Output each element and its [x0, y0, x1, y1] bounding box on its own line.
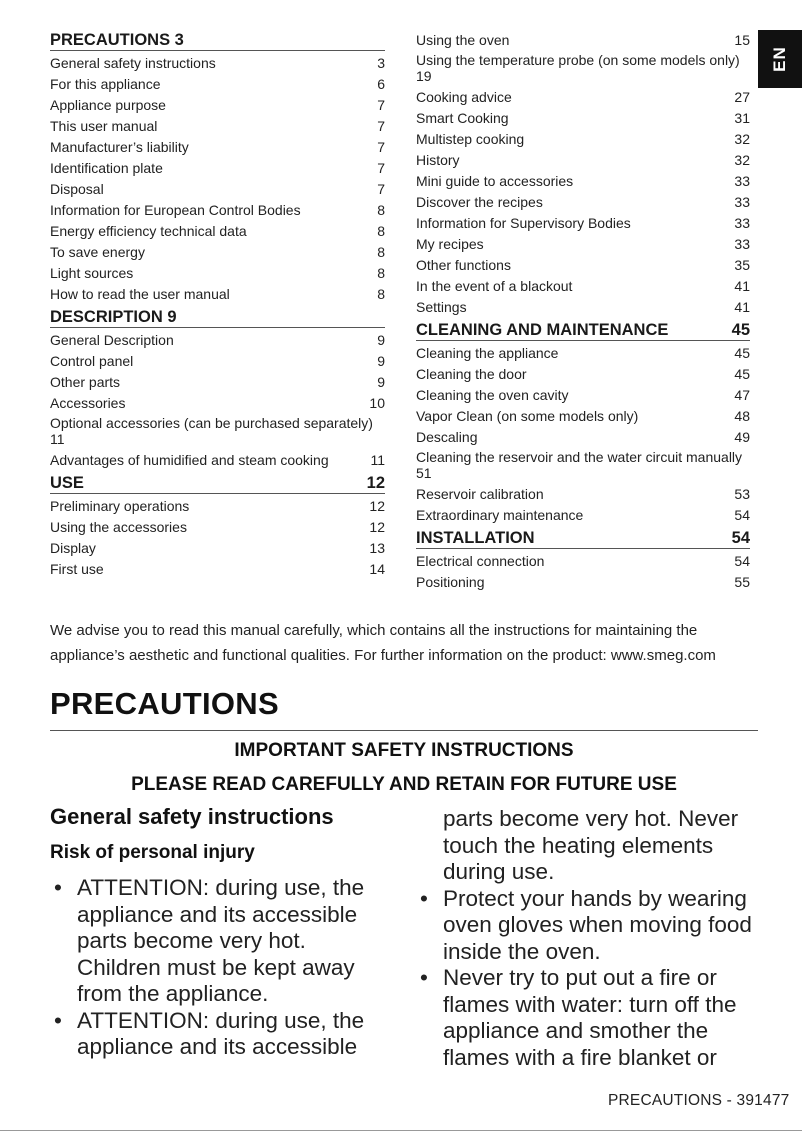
toc-entry-label: USE	[50, 474, 84, 492]
bullet-line: during use.	[443, 859, 555, 884]
toc-entry-label: Other functions	[416, 257, 511, 273]
bullet-icon: •	[420, 885, 428, 911]
toc-entry-page: 31	[734, 110, 750, 126]
toc-entry-page: 41	[734, 278, 750, 294]
toc-entry	[416, 108, 750, 129]
toc-entry-label: Cleaning the oven cavity	[416, 387, 569, 403]
bullet-item	[50, 875, 370, 1008]
toc-entry-page: 48	[734, 408, 750, 424]
toc-entry	[416, 30, 750, 51]
toc-entry-page: 14	[369, 561, 385, 577]
toc-entry-page: 8	[377, 244, 385, 260]
toc-entry-label: Information for European Control Bodies	[50, 202, 301, 218]
toc-entry-label: Using the oven	[416, 32, 510, 48]
toc-entry-label: Extraordinary maintenance	[416, 507, 584, 523]
toc-entry-page: 9	[377, 332, 385, 348]
toc-entry	[416, 551, 750, 572]
toc-entry	[50, 284, 385, 305]
toc-entry-label: DESCRIPTION 9	[50, 308, 177, 326]
toc-entry-label: How to read the user manual	[50, 286, 230, 302]
toc-section-heading	[416, 320, 750, 341]
toc-entry-label: Descaling	[416, 429, 478, 445]
toc-entry	[416, 150, 750, 171]
toc-entry	[416, 343, 750, 364]
body-column-right	[416, 806, 766, 1071]
toc-entry-page: 10	[369, 395, 385, 411]
toc-entry	[50, 95, 385, 116]
toc-entry-page: 9	[377, 353, 385, 369]
toc-entry	[416, 213, 750, 234]
bullet-line: Children must be kept away	[77, 954, 355, 980]
toc-entry	[50, 517, 385, 538]
toc-entry-page: 3	[377, 55, 385, 71]
toc-entry	[50, 53, 385, 74]
toc-entry-label: Electrical connection	[416, 553, 545, 569]
toc-entry	[416, 364, 750, 385]
toc-entry	[50, 450, 385, 471]
toc-entry-page: 13	[369, 540, 385, 556]
toc-entry-page: 54	[731, 529, 750, 547]
toc-entry-label: Mini guide to accessories	[416, 173, 574, 189]
toc-entry-label: Display	[50, 540, 96, 556]
toc-entry-label: Cleaning the door	[416, 366, 527, 382]
bullet-line: appliance and its accessible	[77, 1034, 358, 1059]
toc-entry-label: Cleaning the reservoir and the water circuit manually	[416, 449, 743, 465]
bullet-line: appliance and its accessible	[77, 901, 358, 927]
bullet-line: flames with a fire blanket or	[443, 1044, 717, 1070]
toc-entry	[416, 87, 750, 108]
toc-entry	[50, 200, 385, 221]
toc-entry	[50, 559, 385, 580]
toc-entry	[416, 51, 750, 87]
toc-entry-page: 12	[369, 498, 385, 514]
toc-entry-page: 8	[377, 265, 385, 281]
toc-entry-label: Appliance purpose	[50, 97, 166, 113]
toc-entry	[416, 276, 750, 297]
toc-section-heading	[416, 528, 750, 549]
toc-entry	[50, 74, 385, 95]
toc-entry	[50, 330, 385, 351]
toc-entry	[50, 372, 385, 393]
toc-entry-page: 33	[734, 215, 750, 231]
bullet-item	[416, 965, 766, 1071]
toc-entry-label: For this appliance	[50, 76, 161, 92]
toc-entry-page: 7	[377, 139, 385, 155]
toc-entry-label: Energy efficiency technical data	[50, 223, 247, 239]
toc-entry	[50, 116, 385, 137]
risk-heading: Risk of personal injury	[50, 842, 255, 863]
toc-entry-page: 33	[734, 194, 750, 210]
bullet-item	[50, 1008, 370, 1061]
toc-entry	[416, 255, 750, 276]
bullet-line: from the appliance.	[77, 981, 269, 1006]
toc-entry-page: 45	[734, 366, 750, 382]
read-carefully-heading: PLEASE READ CAREFULLY AND RETAIN FOR FUTURE USE	[131, 774, 677, 795]
bullet-line: inside the oven.	[443, 938, 601, 964]
language-tab	[758, 30, 802, 88]
toc-entry	[50, 158, 385, 179]
toc-entry	[416, 406, 750, 427]
bullet-line: Protect your hands by wearing	[443, 885, 747, 911]
toc-column-left	[50, 30, 385, 580]
page-title: PRECAUTIONS	[50, 686, 279, 721]
toc-entry-page: 55	[734, 574, 750, 590]
toc-entry-label: Manufacturer’s liability	[50, 139, 189, 155]
toc-entry	[416, 234, 750, 255]
toc-entry	[50, 538, 385, 559]
toc-entry-label: Light sources	[50, 265, 134, 281]
toc-entry-label: Control panel	[50, 353, 134, 369]
important-safety-heading: IMPORTANT SAFETY INSTRUCTIONS	[234, 740, 574, 761]
toc-entry	[416, 505, 750, 526]
toc-entry-label: Other parts	[50, 374, 121, 390]
bullet-line: Never try to put out a fire or	[443, 965, 717, 990]
toc-entry-page: 7	[377, 97, 385, 113]
toc-entry-page: 8	[377, 223, 385, 239]
toc-entry-label: Smart Cooking	[416, 110, 509, 126]
toc-entry	[50, 137, 385, 158]
toc-entry-label: Disposal	[50, 181, 104, 197]
bullet-line: ATTENTION: during use, the	[77, 875, 365, 900]
page-footer: PRECAUTIONS - 391477	[608, 1092, 790, 1109]
toc-entry-label: In the event of a blackout	[416, 278, 573, 294]
footer-divider	[0, 1130, 802, 1131]
toc-entry-label: Cooking advice	[416, 89, 512, 105]
toc-entry-page: 45	[731, 321, 750, 339]
toc-section-heading	[50, 473, 385, 494]
toc-entry-page: 35	[734, 257, 750, 273]
toc-entry-page: 6	[377, 76, 385, 92]
toc-entry-page: 11	[50, 431, 65, 447]
toc-entry-label: Preliminary operations	[50, 498, 190, 514]
toc-entry-label: Optional accessories (can be purchased separately)	[50, 415, 373, 431]
toc-entry-label: Cleaning the appliance	[416, 345, 559, 361]
bullet-icon: •	[54, 875, 62, 900]
toc-entry	[50, 221, 385, 242]
intro-paragraph: We advise you to read this manual carefully, which contains all the instructions for maintaining the appliance’s aesthetic and functional qualities. For further information on the product: www.smeg.com	[50, 622, 716, 664]
toc-entry-label: Reservoir calibration	[416, 486, 544, 502]
bullet-item	[416, 886, 766, 966]
toc-entry-page: 32	[734, 131, 750, 147]
toc-section-heading	[50, 30, 385, 51]
toc-entry	[416, 427, 750, 448]
toc-entry-label: History	[416, 152, 460, 168]
toc-entry	[416, 297, 750, 318]
toc-entry	[416, 192, 750, 213]
toc-entry	[416, 129, 750, 150]
toc-entry-page: 12	[366, 474, 385, 492]
toc-entry	[50, 393, 385, 414]
toc-entry-page: 54	[734, 507, 750, 523]
bullet-line: parts become very hot. Never	[443, 806, 739, 831]
toc-entry-label: My recipes	[416, 236, 484, 252]
toc-entry-label: Identification plate	[50, 160, 163, 176]
toc-entry-label: CLEANING AND MAINTENANCE	[416, 321, 669, 339]
toc-entry-label: Accessories	[50, 395, 126, 411]
toc-entry	[50, 179, 385, 200]
toc-column-right	[416, 30, 750, 593]
toc-entry-label: Information for Supervisory Bodies	[416, 215, 631, 231]
toc-entry-label: Using the accessories	[50, 519, 187, 535]
toc-entry	[50, 414, 385, 450]
general-safety-heading: General safety instructions	[50, 804, 334, 829]
toc-entry	[416, 385, 750, 406]
toc-entry-page: 11	[370, 452, 385, 468]
toc-entry-page: 7	[377, 118, 385, 134]
bullet-continuation	[416, 806, 766, 886]
title-divider	[50, 730, 758, 731]
bullet-line: ATTENTION: during use, the	[77, 1007, 365, 1033]
toc-section-heading	[50, 307, 385, 328]
toc-entry-page: 54	[734, 553, 750, 569]
toc-entry-label: This user manual	[50, 118, 158, 134]
toc-entry	[50, 351, 385, 372]
toc-entry-label: Using the temperature probe (on some models only)	[416, 52, 740, 68]
language-tab-label: EN	[770, 46, 789, 72]
toc-entry-page: 15	[734, 32, 750, 48]
body-column-left	[50, 875, 370, 1061]
toc-entry-page: 7	[377, 160, 385, 176]
toc-entry-page: 7	[377, 181, 385, 197]
toc-entry-label: Advantages of humidified and steam cooking	[50, 452, 329, 468]
toc-entry-page: 45	[734, 345, 750, 361]
toc-entry-page: 41	[734, 299, 750, 315]
toc-entry-label: To save energy	[50, 244, 145, 260]
toc-entry-page: 9	[377, 374, 385, 390]
toc-entry-page: 49	[734, 429, 750, 445]
toc-entry-label: General safety instructions	[50, 55, 216, 71]
toc-entry-label: INSTALLATION	[416, 529, 535, 547]
toc-entry-label: Settings	[416, 299, 467, 315]
toc-entry-page: 8	[377, 202, 385, 218]
toc-entry	[50, 496, 385, 517]
toc-entry	[50, 242, 385, 263]
toc-entry-page: 12	[369, 519, 385, 535]
bullet-line: flames with water: turn off the	[443, 991, 737, 1017]
bullet-line: oven gloves when moving food	[443, 912, 752, 937]
toc-entry-label: PRECAUTIONS 3	[50, 31, 184, 49]
toc-entry-label: Discover the recipes	[416, 194, 543, 210]
toc-entry	[416, 171, 750, 192]
toc-entry	[416, 572, 750, 593]
toc-entry-page: 27	[734, 89, 750, 105]
toc-entry-page: 33	[734, 173, 750, 189]
toc-entry	[416, 484, 750, 505]
toc-entry-label: General Description	[50, 332, 174, 348]
bullet-line: touch the heating elements	[443, 832, 714, 858]
toc-entry	[50, 263, 385, 284]
toc-entry-page: 8	[377, 286, 385, 302]
toc-entry-page: 47	[734, 387, 750, 403]
bullet-icon: •	[54, 1007, 62, 1033]
bullet-icon: •	[420, 965, 428, 990]
toc-entry-page: 19	[416, 68, 432, 84]
toc-entry-page: 33	[734, 236, 750, 252]
toc-entry-label: Multistep cooking	[416, 131, 525, 147]
toc-entry-label: Positioning	[416, 574, 485, 590]
bullet-line: appliance and smother the	[443, 1018, 709, 1043]
toc-entry-page: 51	[416, 465, 432, 481]
toc-entry-page: 53	[734, 486, 750, 502]
toc-entry	[416, 448, 750, 484]
bullet-line: parts become very hot.	[77, 928, 306, 953]
toc-entry-label: First use	[50, 561, 104, 577]
toc-entry-page: 32	[734, 152, 750, 168]
toc-entry-label: Vapor Clean (on some models only)	[416, 408, 639, 424]
